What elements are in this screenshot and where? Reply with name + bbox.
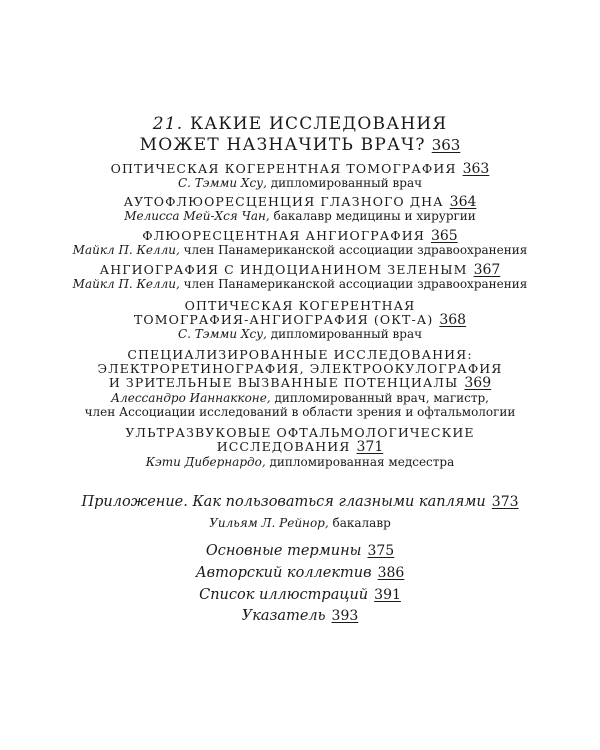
appendix-author bbox=[0, 516, 600, 531]
section-page-link[interactable]: 367 bbox=[473, 262, 501, 278]
author-credentials: дипломированный врач, магистр, bbox=[274, 391, 489, 405]
author-credentials: бакалавр медицины и хирургии bbox=[273, 209, 476, 223]
toc-section-title bbox=[0, 228, 600, 244]
author-name: Уильям Л. Рейнор, bbox=[209, 516, 329, 530]
section-title-text: ОПТИЧЕСКАЯ КОГЕРЕНТНАЯ ТОМОГРАФИЯ bbox=[110, 161, 457, 176]
section-title-text: АНГИОГРАФИЯ С ИНДОЦИАНИНОМ ЗЕЛЕНЫМ bbox=[99, 262, 468, 277]
toc-section-author bbox=[0, 209, 600, 224]
author-credentials: член Панамериканской ассоциации здравоохранения bbox=[183, 277, 528, 291]
end-matter-title: Авторский коллектив bbox=[195, 565, 372, 581]
appendix-title-text: Приложение. Как пользоваться глазными каплями bbox=[81, 494, 486, 510]
section-title-text: УЛЬТРАЗВУКОВЫЕ ОФТАЛЬМОЛОГИЧЕСКИЕ bbox=[125, 425, 475, 440]
author-credentials: дипломированная медсестра bbox=[269, 455, 455, 469]
end-matter-item bbox=[0, 564, 600, 582]
chapter-title-line1: КАКИЕ ИССЛЕДОВАНИЯ bbox=[189, 114, 448, 134]
section-title-text: ОПТИЧЕСКАЯ КОГЕРЕНТНАЯ bbox=[184, 298, 416, 313]
toc-section-title bbox=[0, 298, 600, 313]
toc-section-title-row2 bbox=[0, 439, 600, 455]
section-title-text: ТОМОГРАФИЯ-АНГИОГРАФИЯ (ОКТ-А) bbox=[133, 312, 434, 327]
toc-section-title bbox=[0, 194, 600, 210]
end-matter-title: Указатель bbox=[241, 608, 326, 624]
toc-section-author-row2 bbox=[0, 405, 600, 420]
toc-section-author bbox=[0, 243, 600, 258]
author-name: Алессандро Ианнакконе, bbox=[111, 391, 271, 405]
section-page-link[interactable]: 368 bbox=[439, 312, 467, 328]
end-matter-item bbox=[0, 607, 600, 625]
author-name: Кэти Дибернардо, bbox=[145, 455, 266, 469]
end-matter-page-link[interactable]: 375 bbox=[367, 543, 395, 559]
toc-section-title bbox=[0, 161, 600, 177]
end-matter-page-link[interactable]: 386 bbox=[377, 565, 405, 581]
toc-section-title-row2 bbox=[0, 312, 600, 328]
appendix-title bbox=[0, 493, 600, 511]
toc-section-author bbox=[0, 176, 600, 191]
toc-section-title-row3 bbox=[0, 375, 600, 391]
toc-section-author bbox=[0, 327, 600, 342]
section-title-text: АУТОФЛЮОРЕСЦЕНЦИЯ ГЛАЗНОГО ДНА bbox=[123, 194, 444, 209]
section-page-link[interactable]: 371 bbox=[356, 439, 384, 455]
section-page-link[interactable]: 365 bbox=[430, 228, 458, 244]
appendix-page-link[interactable]: 373 bbox=[491, 494, 519, 510]
chapter-title-line2: МОЖЕТ НАЗНАЧИТЬ ВРАЧ? bbox=[139, 135, 426, 155]
chapter-page-link[interactable]: 363 bbox=[431, 136, 461, 154]
author-credentials: член Ассоциации исследований в области зрения и офтальмологии bbox=[84, 405, 516, 419]
end-matter-item bbox=[0, 542, 600, 560]
author-name: Мелисса Мей-Хся Чан, bbox=[124, 209, 270, 223]
section-title-text: СПЕЦИАЛИЗИРОВАННЫЕ ИССЛЕДОВАНИЯ: bbox=[127, 347, 473, 362]
author-name: С. Тэмми Хсу, bbox=[177, 327, 267, 341]
section-title-text: ИССЛЕДОВАНИЯ bbox=[216, 439, 351, 454]
toc-section-title bbox=[0, 262, 600, 278]
end-matter-title: Основные термины bbox=[205, 543, 362, 559]
author-credentials: дипломированный врач bbox=[270, 176, 423, 190]
section-page-link[interactable]: 363 bbox=[462, 161, 490, 177]
end-matter-page-link[interactable]: 391 bbox=[374, 587, 401, 603]
toc-section-title-row2 bbox=[0, 361, 600, 376]
author-name: Майкл П. Келли, bbox=[72, 277, 180, 291]
section-title-text: И ЗРИТЕЛЬНЫЕ ВЫЗВАННЫЕ ПОТЕНЦИАЛЫ bbox=[108, 375, 459, 390]
author-name: Майкл П. Келли, bbox=[72, 243, 180, 257]
author-credentials: дипломированный врач bbox=[270, 327, 423, 341]
chapter-number: 21. bbox=[152, 114, 184, 134]
section-title-text: ФЛЮОРЕСЦЕНТНАЯ АНГИОГРАФИЯ bbox=[142, 228, 425, 243]
chapter-title bbox=[0, 114, 600, 135]
author-credentials: член Панамериканской ассоциации здравоохранения bbox=[183, 243, 528, 257]
author-name: С. Тэмми Хсу, bbox=[177, 176, 267, 190]
toc-section-author bbox=[0, 455, 600, 470]
toc-section-title bbox=[0, 347, 600, 362]
end-matter-page-link[interactable]: 393 bbox=[331, 608, 359, 624]
section-page-link[interactable]: 364 bbox=[449, 194, 477, 210]
toc-section-author bbox=[0, 277, 600, 292]
toc-section-title bbox=[0, 425, 600, 440]
section-page-link[interactable]: 369 bbox=[464, 375, 492, 391]
end-matter-item bbox=[0, 586, 600, 604]
chapter-title-row2 bbox=[0, 135, 600, 156]
author-credentials: бакалавр bbox=[332, 516, 391, 530]
toc-section-author bbox=[0, 391, 600, 406]
end-matter-title: Список иллюстраций bbox=[199, 587, 369, 603]
section-title-text: ЭЛЕКТРОРЕТИНОГРАФИЯ, ЭЛЕКТРООКУЛОГРАФИЯ bbox=[97, 361, 503, 376]
